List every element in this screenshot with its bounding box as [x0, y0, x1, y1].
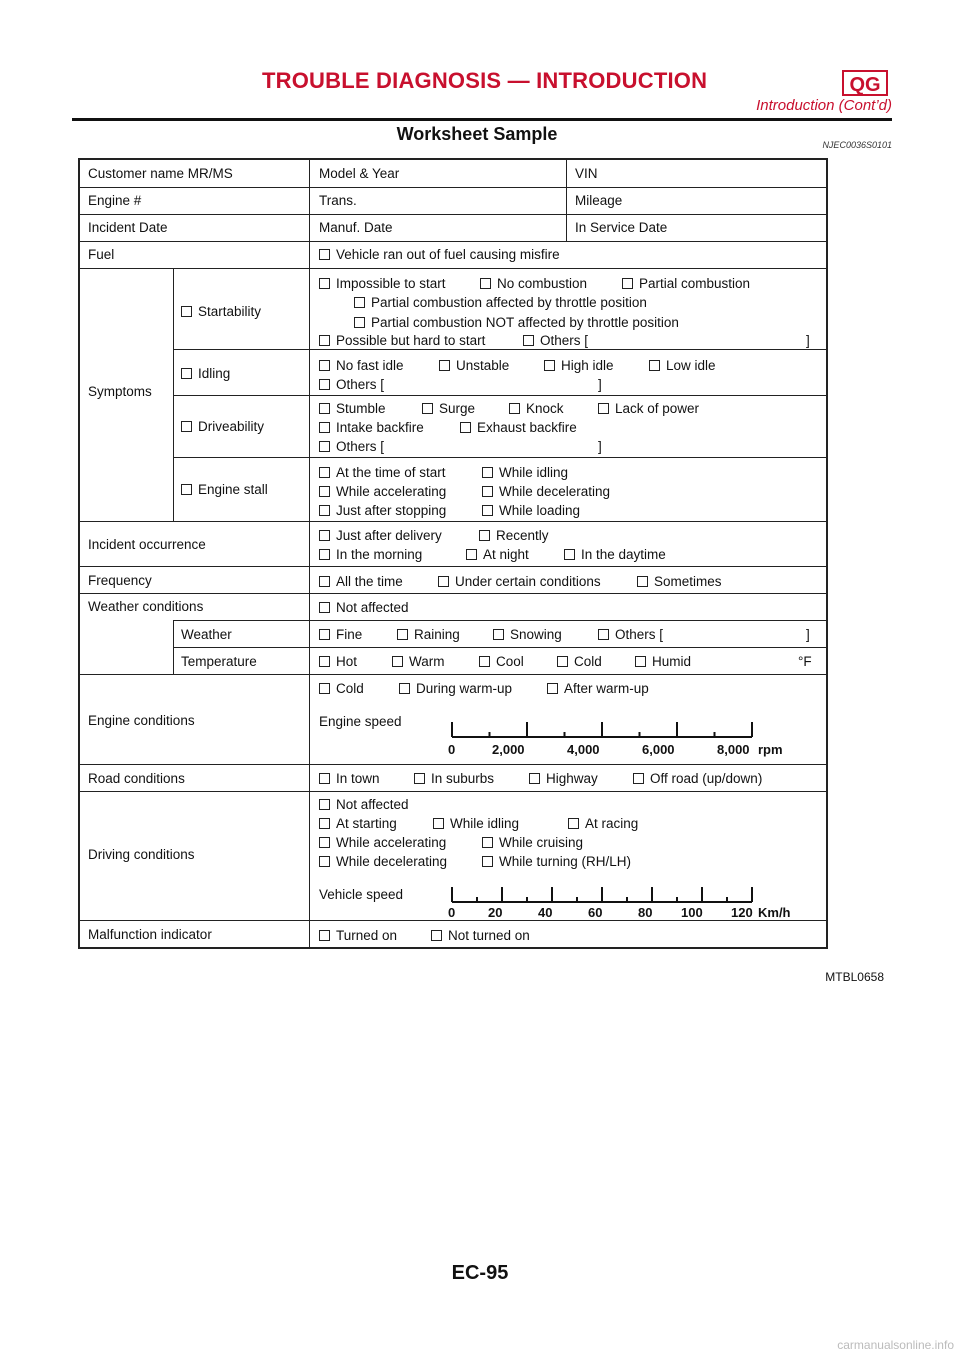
- option-label: While idling: [499, 465, 569, 480]
- not-turned-on-option[interactable]: [431, 928, 530, 944]
- vin-label: VIN: [575, 166, 598, 181]
- checkbox[interactable]: [493, 629, 504, 640]
- checkbox[interactable]: [319, 930, 330, 941]
- temperature-unit: °F: [798, 654, 812, 669]
- surge-option[interactable]: [422, 401, 475, 417]
- option-label: Under certain conditions: [455, 574, 601, 589]
- row-divider: [80, 566, 826, 567]
- driving-not-affected-option[interactable]: [319, 797, 409, 813]
- partial-combustion-option[interactable]: [622, 276, 750, 292]
- option-label: Not turned on: [448, 928, 530, 943]
- checkbox[interactable]: [622, 278, 633, 289]
- checkbox[interactable]: [392, 656, 403, 667]
- stall-accelerating-option[interactable]: [319, 484, 446, 500]
- checkbox[interactable]: [399, 683, 410, 694]
- option-label: In town: [336, 771, 380, 786]
- checkbox[interactable]: [319, 856, 330, 867]
- checkbox[interactable]: [319, 486, 330, 497]
- option-label: While decelerating: [499, 484, 611, 499]
- checkbox[interactable]: [637, 576, 648, 587]
- unstable-option[interactable]: [439, 358, 509, 374]
- row-divider: [173, 395, 826, 396]
- startability-others-option[interactable]: [523, 333, 588, 349]
- checkbox[interactable]: [319, 467, 330, 478]
- stumble-option[interactable]: [319, 401, 386, 417]
- option-label: Cool: [496, 654, 524, 669]
- highway-option[interactable]: [529, 771, 598, 787]
- option-label: Idling: [198, 366, 231, 381]
- checkbox[interactable]: [598, 629, 609, 640]
- intake-backfire-option[interactable]: [319, 420, 424, 436]
- bracket-close: ]: [598, 377, 602, 392]
- driveability-others-option[interactable]: [319, 439, 384, 455]
- checkbox[interactable]: [319, 335, 330, 346]
- option-label: Others [: [540, 333, 589, 348]
- option-label: High idle: [561, 358, 614, 373]
- option-label: While accelerating: [336, 484, 447, 499]
- checkbox[interactable]: [319, 441, 330, 452]
- option-label: While loading: [499, 503, 581, 518]
- checkbox[interactable]: [433, 818, 444, 829]
- row-divider: [80, 268, 826, 269]
- option-label: Exhaust backfire: [477, 420, 577, 435]
- bracket-close: ]: [806, 627, 810, 642]
- weather-not-affected-option[interactable]: [319, 600, 409, 616]
- option-label: Partial combustion NOT affected by throttle position: [371, 315, 679, 330]
- option-label: Impossible to start: [336, 276, 446, 291]
- option-label: Hot: [336, 654, 358, 669]
- checkbox[interactable]: [509, 403, 520, 414]
- row-divider: [80, 674, 826, 675]
- no-fast-idle-option[interactable]: [319, 358, 404, 374]
- turning-option[interactable]: [482, 854, 631, 870]
- in-suburbs-option[interactable]: [414, 771, 494, 787]
- stall-loading-option[interactable]: [482, 503, 580, 519]
- reference-code: NJEC0036S0101: [822, 140, 892, 150]
- weather-conditions-label: Weather conditions: [88, 599, 204, 614]
- raining-option[interactable]: [397, 627, 460, 643]
- option-label: Sometimes: [654, 574, 722, 589]
- stall-decelerating-option[interactable]: [482, 484, 610, 500]
- row-divider: [173, 647, 826, 648]
- engine-conditions-label: Engine conditions: [88, 713, 195, 728]
- option-label: Surge: [439, 401, 476, 416]
- fuel-label: Fuel: [88, 247, 115, 262]
- all-the-time-option[interactable]: [319, 574, 403, 590]
- worksheet-form: [78, 158, 828, 949]
- checkbox[interactable]: [319, 818, 330, 829]
- daytime-option[interactable]: [564, 547, 666, 563]
- driveability-option[interactable]: [181, 419, 264, 435]
- hot-option[interactable]: [319, 654, 357, 670]
- snowing-option[interactable]: [493, 627, 562, 643]
- option-label: In the morning: [336, 547, 423, 562]
- scale-tick-label: 80: [638, 905, 653, 920]
- checkbox[interactable]: [319, 683, 330, 694]
- checkbox[interactable]: [564, 549, 575, 560]
- option-label: Cold: [574, 654, 602, 669]
- option-label: Engine stall: [198, 482, 268, 497]
- option-label: Intake backfire: [336, 420, 424, 435]
- checkbox[interactable]: [431, 930, 442, 941]
- warm-option[interactable]: [392, 654, 445, 670]
- at-starting-option[interactable]: [319, 816, 397, 832]
- at-racing-option[interactable]: [568, 816, 638, 832]
- engine-cold-option[interactable]: [319, 681, 364, 697]
- checkbox[interactable]: [633, 773, 644, 784]
- checkbox[interactable]: [319, 249, 330, 260]
- weather-label: Weather: [181, 627, 232, 642]
- scale-tick-label: 6,000: [642, 742, 675, 757]
- checkbox[interactable]: [598, 403, 609, 414]
- checkbox[interactable]: [466, 549, 477, 560]
- option-label: Possible but hard to start: [336, 333, 486, 348]
- temperature-label: Temperature: [181, 654, 257, 669]
- morning-option[interactable]: [319, 547, 422, 563]
- checkbox[interactable]: [635, 656, 646, 667]
- cold-option[interactable]: [557, 654, 602, 670]
- malfunction-indicator-label: Malfunction indicator: [88, 927, 212, 942]
- recently-option[interactable]: [479, 528, 549, 544]
- option-label: While accelerating: [336, 835, 447, 850]
- checkbox[interactable]: [181, 368, 192, 379]
- warm-up-option[interactable]: [399, 681, 512, 697]
- stall-start-option[interactable]: [319, 465, 446, 481]
- row-divider: [80, 593, 826, 594]
- idling-option[interactable]: [181, 366, 230, 382]
- after-warm-up-option[interactable]: [547, 681, 649, 697]
- option-label: Snowing: [510, 627, 562, 642]
- incident-date-label: Incident Date: [88, 220, 168, 235]
- row-divider: [173, 620, 826, 621]
- checkbox[interactable]: [319, 799, 330, 810]
- option-label: Raining: [414, 627, 460, 642]
- after-delivery-option[interactable]: [319, 528, 442, 544]
- incident-occurrence-label: Incident occurrence: [88, 537, 206, 552]
- checkbox[interactable]: [354, 317, 365, 328]
- humid-option[interactable]: [635, 654, 691, 670]
- night-option[interactable]: [466, 547, 529, 563]
- vehicle-speed-scale: [450, 886, 756, 906]
- option-label: Turned on: [336, 928, 398, 943]
- driving-idling-option[interactable]: [433, 816, 519, 832]
- option-label: While decelerating: [336, 854, 448, 869]
- sometimes-option[interactable]: [637, 574, 722, 590]
- frequency-label: Frequency: [88, 573, 152, 588]
- option-label: Partial combustion affected by throttle position: [371, 295, 647, 310]
- scale-tick-label: 120: [731, 905, 753, 920]
- option-label: In suburbs: [431, 771, 495, 786]
- partial-not-affected-option[interactable]: [354, 315, 679, 331]
- checkbox[interactable]: [544, 360, 555, 371]
- high-idle-option[interactable]: [544, 358, 614, 374]
- checkbox[interactable]: [479, 530, 490, 541]
- option-label: Lack of power: [615, 401, 700, 416]
- checkbox[interactable]: [319, 629, 330, 640]
- row-divider: [80, 764, 826, 765]
- scale-tick-label: 40: [538, 905, 553, 920]
- cruising-option[interactable]: [482, 835, 583, 851]
- scale-tick-label: 20: [488, 905, 503, 920]
- scale-tick-label: 2,000: [492, 742, 525, 757]
- engine-stall-option[interactable]: [181, 482, 268, 498]
- checkbox[interactable]: [181, 421, 192, 432]
- page-number: EC-95: [451, 1262, 509, 1284]
- checkbox[interactable]: [482, 837, 493, 848]
- customer-name-label: Customer name MR/MS: [88, 166, 233, 181]
- scale-tick-label: 0: [448, 742, 456, 757]
- no-combustion-option[interactable]: [480, 276, 587, 292]
- option-label: Cold: [336, 681, 364, 696]
- scale-tick-label: 100: [681, 905, 703, 920]
- option-label: Fine: [336, 627, 363, 642]
- engine-speed-scale: [450, 721, 756, 741]
- checkbox[interactable]: [438, 576, 449, 587]
- column-divider: [173, 620, 174, 674]
- row-divider: [80, 187, 826, 188]
- option-label: All the time: [336, 574, 403, 589]
- checkbox[interactable]: [319, 773, 330, 784]
- figure-code: MTBL0658: [825, 970, 884, 984]
- option-label: While turning (RH/LH): [499, 854, 632, 869]
- option-label: After warm-up: [564, 681, 649, 696]
- option-label: No fast idle: [336, 358, 404, 373]
- checkbox[interactable]: [319, 530, 330, 541]
- scale-tick-label: 60: [588, 905, 603, 920]
- checkbox[interactable]: [354, 297, 365, 308]
- checkbox[interactable]: [649, 360, 660, 371]
- option-label: At the time of start: [336, 465, 446, 480]
- checkbox[interactable]: [319, 379, 330, 390]
- checkbox[interactable]: [523, 335, 534, 346]
- startability-option[interactable]: [181, 304, 261, 320]
- checkbox[interactable]: [319, 403, 330, 414]
- row-divider: [80, 791, 826, 792]
- watermark: carmanualsonline.info: [837, 1338, 954, 1352]
- option-label: Off road (up/down): [650, 771, 763, 786]
- option-label: At racing: [585, 816, 639, 831]
- exhaust-backfire-option[interactable]: [460, 420, 577, 436]
- header-subtitle: Introduction (Cont’d): [756, 97, 892, 114]
- option-label: Partial combustion: [639, 276, 751, 291]
- option-label: Low idle: [666, 358, 716, 373]
- row-divider: [173, 349, 826, 350]
- option-label: Recently: [496, 528, 549, 543]
- checkbox[interactable]: [181, 484, 192, 495]
- checkbox[interactable]: [319, 278, 330, 289]
- checkbox[interactable]: [460, 422, 471, 433]
- option-label: In the daytime: [581, 547, 666, 562]
- worksheet-title: Worksheet Sample: [396, 124, 558, 144]
- mileage-label: Mileage: [575, 193, 623, 208]
- header-rule: [72, 118, 892, 121]
- scale-tick-label: 0: [448, 905, 456, 920]
- turned-on-option[interactable]: [319, 928, 397, 944]
- checkbox[interactable]: [482, 505, 493, 516]
- stall-idling-option[interactable]: [482, 465, 568, 481]
- checkbox[interactable]: [319, 422, 330, 433]
- checkbox[interactable]: [439, 360, 450, 371]
- option-label: Vehicle ran out of fuel causing misfire: [336, 247, 560, 262]
- option-label: At starting: [336, 816, 397, 831]
- checkbox[interactable]: [319, 549, 330, 560]
- checkbox[interactable]: [480, 278, 491, 289]
- driving-accelerating-option[interactable]: [319, 835, 446, 851]
- option-label: Stumble: [336, 401, 386, 416]
- option-label: Unstable: [456, 358, 510, 373]
- fuel-option[interactable]: [319, 247, 560, 263]
- checkbox[interactable]: [422, 403, 433, 414]
- checkbox[interactable]: [479, 656, 490, 667]
- checkbox[interactable]: [319, 360, 330, 371]
- row-divider: [80, 920, 826, 921]
- engine-number-label: Engine #: [88, 193, 142, 208]
- option-label: No combustion: [497, 276, 588, 291]
- option-label: Others [: [615, 627, 664, 642]
- column-divider: [309, 160, 310, 947]
- engine-speed-unit: rpm: [758, 742, 783, 757]
- option-label: Just after stopping: [336, 503, 447, 518]
- symptoms-label: Symptoms: [88, 384, 152, 399]
- checkbox[interactable]: [414, 773, 425, 784]
- manuf-date-label: Manuf. Date: [319, 220, 393, 235]
- column-divider: [566, 160, 567, 241]
- checkbox[interactable]: [557, 656, 568, 667]
- road-conditions-label: Road conditions: [88, 771, 185, 786]
- option-label: Just after delivery: [336, 528, 442, 543]
- option-label: During warm-up: [416, 681, 513, 696]
- option-label: Others [: [336, 439, 385, 454]
- scale-tick-label: 8,000: [717, 742, 750, 757]
- bracket-close: ]: [806, 333, 810, 348]
- low-idle-option[interactable]: [649, 358, 716, 374]
- cool-option[interactable]: [479, 654, 524, 670]
- option-label: Knock: [526, 401, 564, 416]
- weather-others-option[interactable]: [598, 627, 663, 643]
- checkbox[interactable]: [547, 683, 558, 694]
- impossible-start-option[interactable]: [319, 276, 446, 292]
- row-divider: [80, 214, 826, 215]
- off-road-option[interactable]: [633, 771, 762, 787]
- column-divider: [173, 268, 174, 521]
- vehicle-speed-unit: Km/h: [758, 905, 791, 920]
- checkbox[interactable]: [319, 656, 330, 667]
- checkbox[interactable]: [319, 505, 330, 516]
- checkbox[interactable]: [319, 837, 330, 848]
- checkbox[interactable]: [482, 856, 493, 867]
- row-divider: [80, 521, 826, 522]
- option-label: Not affected: [336, 797, 409, 812]
- stall-stopping-option[interactable]: [319, 503, 446, 519]
- scale-tick-label: 4,000: [567, 742, 600, 757]
- vehicle-speed-label: Vehicle speed: [319, 887, 404, 902]
- partial-affected-option[interactable]: [354, 295, 647, 311]
- driving-conditions-label: Driving conditions: [88, 847, 195, 862]
- header-title: TROUBLE DIAGNOSIS — INTRODUCTION: [262, 68, 708, 93]
- engine-speed-label: Engine speed: [319, 714, 402, 729]
- checkbox[interactable]: [397, 629, 408, 640]
- option-label: While cruising: [499, 835, 584, 850]
- option-label: Not affected: [336, 600, 409, 615]
- option-label: Startability: [198, 304, 262, 319]
- bracket-close: ]: [598, 439, 602, 454]
- idling-others-option[interactable]: [319, 377, 384, 393]
- certain-conditions-option[interactable]: [438, 574, 601, 590]
- section-badge: QG: [842, 70, 888, 96]
- checkbox[interactable]: [482, 467, 493, 478]
- in-town-option[interactable]: [319, 771, 380, 787]
- service-date-label: In Service Date: [575, 220, 668, 235]
- driving-decelerating-option[interactable]: [319, 854, 447, 870]
- checkbox[interactable]: [319, 602, 330, 613]
- option-label: Warm: [409, 654, 445, 669]
- hard-to-start-option[interactable]: [319, 333, 485, 349]
- option-label: While idling: [450, 816, 520, 831]
- model-year-label: Model & Year: [319, 166, 400, 181]
- option-label: Highway: [546, 771, 598, 786]
- fine-option[interactable]: [319, 627, 362, 643]
- option-label: Humid: [652, 654, 692, 669]
- row-divider: [80, 241, 826, 242]
- trans-label: Trans.: [319, 193, 357, 208]
- option-label: Others [: [336, 377, 385, 392]
- lack-of-power-option[interactable]: [598, 401, 699, 417]
- checkbox[interactable]: [181, 306, 192, 317]
- option-label: At night: [483, 547, 529, 562]
- row-divider: [173, 457, 826, 458]
- checkbox[interactable]: [482, 486, 493, 497]
- checkbox[interactable]: [529, 773, 540, 784]
- option-label: Driveability: [198, 419, 265, 434]
- checkbox[interactable]: [319, 576, 330, 587]
- knock-option[interactable]: [509, 401, 564, 417]
- checkbox[interactable]: [568, 818, 579, 829]
